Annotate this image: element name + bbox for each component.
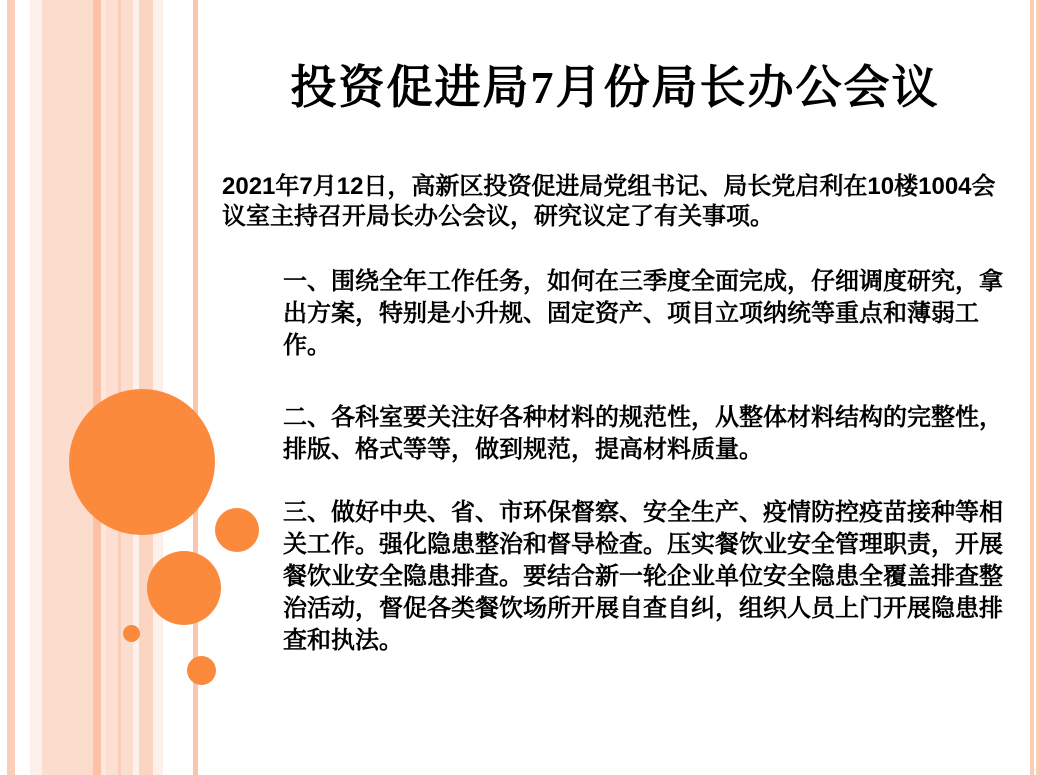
intro-paragraph: 2021年7月12日，高新区投资促进局党组书记、局长党启利在10楼1004会议室主持召开局长办公会议，研究议定了有关事项。 <box>222 173 996 230</box>
meeting-point-2: 二、各科室要关注好各种材料的规范性，从整体材料结构的完整性，排版、格式等等，做到规范，提高材料质量。 <box>283 404 1003 463</box>
background-stripe <box>106 0 118 775</box>
meeting-point-3: 三、做好中央、省、市环保督察、安全生产、疫情防控疫苗接种等相关工作。强化隐患整治和督导检查。压实餐饮业安全管理职责，开展餐饮业安全隐患排查。要结合新一轮企业单位安全隐患全覆盖排查整治活动，督促各类餐饮场所开展自查自纠，组织人员上门开展隐患排查和执法。 <box>283 499 1003 654</box>
decorative-circle-medium <box>147 551 221 625</box>
decorative-circle-small <box>215 508 259 552</box>
meeting-point-1: 一、围绕全年工作任务，如何在三季度全面完成，仔细调度研究，拿出方案，特别是小升规、固定资产、项目立项纳统等重点和薄弱工作。 <box>283 268 1003 359</box>
background-stripe <box>42 0 93 775</box>
background-stripe <box>121 0 133 775</box>
background-stripe <box>93 0 101 775</box>
slide-title: 投资促进局7月份局长办公会议 <box>290 62 940 113</box>
background-stripe <box>30 0 42 775</box>
background-stripe <box>139 0 153 775</box>
decorative-circle-bottom <box>187 656 216 685</box>
decorative-circle-large <box>69 389 215 535</box>
background-stripe <box>7 0 15 775</box>
background-stripe <box>153 0 163 775</box>
decorative-circle-tiny <box>123 625 140 642</box>
